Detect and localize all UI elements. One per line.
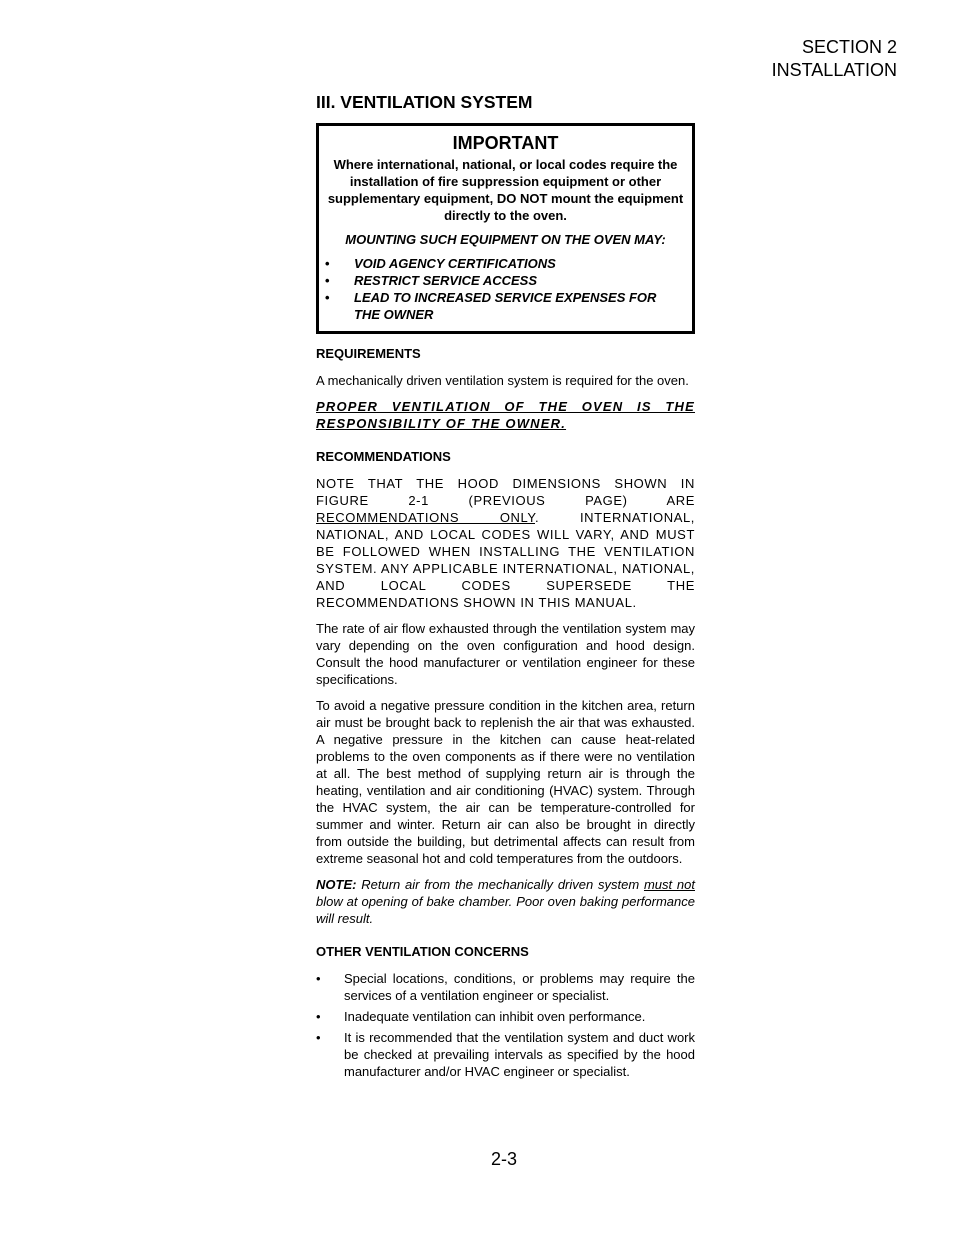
bullet-icon: • (316, 1009, 321, 1024)
bullet-icon: • (316, 971, 321, 986)
main-content (316, 91, 695, 1084)
important-list-item: • RESTRICT SERVICE ACCESS (325, 273, 537, 288)
bullet-icon: • (316, 1030, 321, 1045)
note-label: NOTE: (316, 877, 357, 892)
page-title: III. VENTILATION SYSTEM (316, 92, 533, 112)
important-notice (316, 123, 695, 334)
requirements-heading: REQUIREMENTS (316, 346, 421, 361)
other-concerns-heading: OTHER VENTILATION CONCERNS (316, 944, 529, 959)
recommendations-caps-paragraph: NOTE THAT THE HOOD DIMENSIONS SHOWN IN FIGURE 2-1 (PREVIOUS PAGE) ARE RECOMMENDATIONS ONLY. INTERNATIONAL, NATIONAL, AND LOCAL CODES WILL VARY, AND MUST BE FOLLOWED WHEN INSTALLING THE VENTILATION SYSTEM. ANY APPLICABLE INTERNATIONAL, NATIONAL, AND LOCAL CODES SUPERSEDE THE RECOMMENDATIONS SHOWN IN THIS MANUAL. (316, 476, 696, 610)
important-list (325, 255, 686, 323)
airflow-paragraph: The rate of air flow exhausted through the ventilation system may vary depending on the oven configuration and hood design. Consult the hood manufacturer or ventilation engineer for these specifications. (316, 621, 695, 687)
requirements-text: A mechanically driven ventilation system is required for the oven. (316, 373, 689, 388)
important-title: IMPORTANT (452, 133, 559, 153)
return-air-note: NOTE: Return air from the mechanically driven system must not blow at opening of bake chamber. Poor oven baking performance will result. (316, 877, 695, 926)
section-label: SECTION 2 (801, 37, 897, 57)
important-body: Where international, national, or local codes require the installation of fire suppression equipment or other supplementary equipment, DO NOT mount the equipment directly to the oven. (327, 157, 684, 223)
bullet-icon: • (325, 256, 330, 271)
list-item: • Inadequate ventilation can inhibit oven performance. (316, 1009, 646, 1024)
pressure-paragraph: To avoid a negative pressure condition in the kitchen area, return air must be brought back to replenish the air that was exhausted. A negative pressure in the kitchen can cause heat-related problems to the oven components as if there were no ventilation at all. The best method of supplying return air is through the heating, ventilation and air conditioning (HVAC) system. Through the HVAC system, the air can be temperature-controlled for summer and winter. Return air can also be brought in directly from outside the building, but detrimental affects can result from extreme seasonal hot and cold temperatures from the outdoors. (316, 698, 695, 866)
chapter-label: INSTALLATION (771, 60, 897, 80)
list-item: • Special locations, conditions, or problems may require the services of a ventilation engineer or specialist. (316, 971, 695, 1003)
bullet-icon: • (325, 290, 330, 305)
bullet-icon: • (325, 273, 330, 288)
page-header (772, 36, 897, 82)
recommendations-heading: RECOMMENDATIONS (316, 449, 451, 464)
important-subheading: MOUNTING SUCH EQUIPMENT ON THE OVEN MAY: (345, 232, 666, 247)
page-number: 2-3 (491, 1149, 518, 1169)
responsibility-statement: PROPER VENTILATION OF THE OVEN IS THE RESPONSIBILITY OF THE OWNER. (316, 399, 695, 431)
other-concerns-list (316, 970, 695, 1080)
important-list-item: • VOID AGENCY CERTIFICATIONS (325, 256, 556, 271)
important-list-item: • LEAD TO INCREASED SERVICE EXPENSES FOR THE OWNER (325, 290, 657, 322)
list-item: • It is recommended that the ventilation system and duct work be checked at prevailing intervals as specified by the hood manufacturer and/or HVAC engineer or specialist. (316, 1030, 695, 1079)
